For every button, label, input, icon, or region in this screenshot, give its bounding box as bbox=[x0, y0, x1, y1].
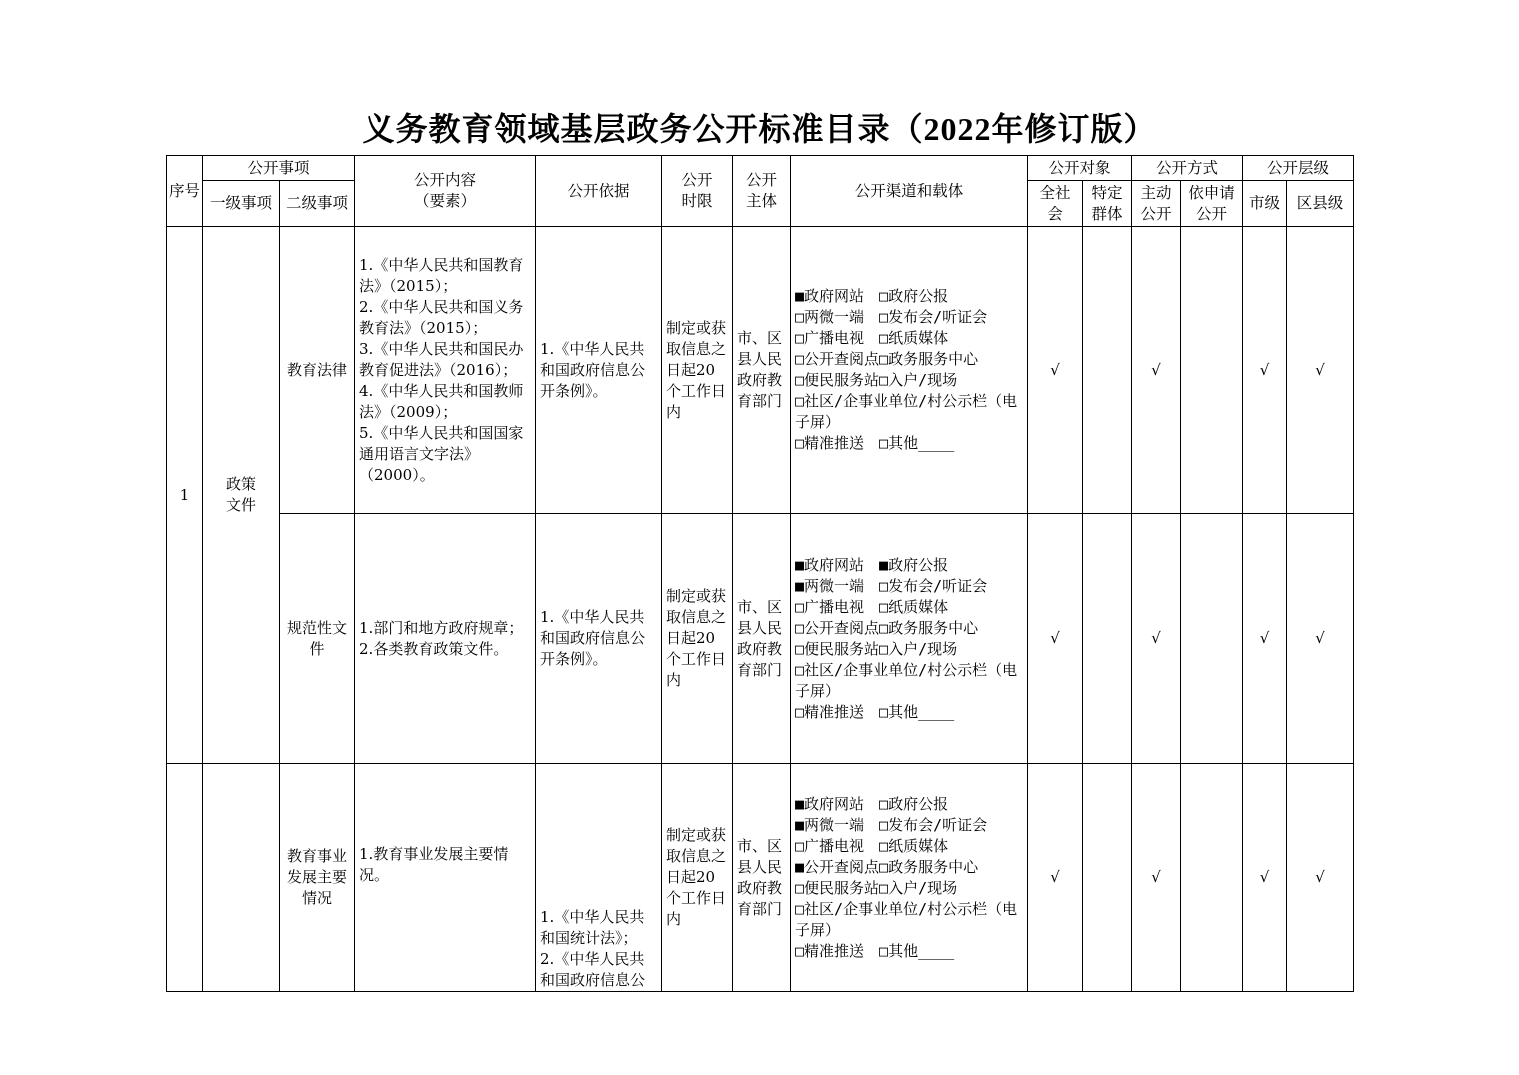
row-level-city: √ bbox=[1243, 764, 1287, 992]
row-target-all: √ bbox=[1028, 514, 1083, 764]
header-target-all: 全社 会 bbox=[1028, 181, 1083, 227]
row-target-specific bbox=[1083, 514, 1132, 764]
header-level-city: 市级 bbox=[1243, 181, 1287, 227]
row-level1 bbox=[203, 764, 280, 992]
row-level-county: √ bbox=[1287, 764, 1354, 992]
header-mode-apply: 依申请 公开 bbox=[1181, 181, 1243, 227]
row-target-all: √ bbox=[1028, 764, 1083, 992]
row-seq: 1 bbox=[167, 227, 203, 764]
row-target-specific bbox=[1083, 227, 1132, 514]
row-mode-apply bbox=[1181, 227, 1243, 514]
row-subject: 市、区县人民政府教育部门 bbox=[733, 227, 791, 514]
row-target-all: √ bbox=[1028, 227, 1083, 514]
row-mode-active: √ bbox=[1132, 227, 1181, 514]
row-subject: 市、区县人民政府教育部门 bbox=[733, 764, 791, 992]
row-time-limit: 制定或获取信息之日起20个工作日内 bbox=[662, 514, 733, 764]
table-row bbox=[167, 227, 1354, 514]
row-channel: ■政府网站 ■政府公报 ■两微一端 □发布会/听证会 □广播电视 □纸质媒体 □公开查阅点□政务服务中心 □便民服务站□入户/现场 □社区/企事业单位/村公示栏（电子屏） □精准推送 □其他____ bbox=[791, 514, 1028, 764]
header-seq: 序号 bbox=[167, 156, 203, 227]
row-content: 1.《中华人民共和国教育法》（2015）； 2.《中华人民共和国义务教育法》（2015）； 3.《中华人民共和国民办教育促进法》（2016）； 4.《中华人民共和国教师法》（2009）； 5.《中华人民共和国国家通用语言文字法》（2000）。 bbox=[355, 227, 536, 514]
header-target-specific: 特定 群体 bbox=[1083, 181, 1132, 227]
row-seq bbox=[167, 764, 203, 992]
row-basis: 1.《中华人民共和国政府信息公开条例》。 bbox=[536, 514, 662, 764]
row-mode-active: √ bbox=[1132, 514, 1181, 764]
header-content: 公开内容 （要素） bbox=[355, 156, 536, 227]
row-basis: 1.《中华人民共和国政府信息公开条例》。 bbox=[536, 227, 662, 514]
row-channel: ■政府网站 □政府公报 ■两微一端 □发布会/听证会 □广播电视 □纸质媒体 ■公开查阅点□政务服务中心 □便民服务站□入户/现场 □社区/企事业单位/村公示栏（电子屏） □精准推送 □其他____ bbox=[791, 764, 1028, 992]
row-basis: 1.《中华人民共和国统计法》； 2.《中华人民共和国政府信息公 bbox=[536, 764, 662, 992]
row-level-city: √ bbox=[1243, 227, 1287, 514]
row-time-limit: 制定或获取信息之日起20个工作日内 bbox=[662, 227, 733, 514]
header-channel: 公开渠道和载体 bbox=[791, 156, 1028, 227]
header-item-group: 公开事项 bbox=[203, 156, 355, 181]
row-mode-active: √ bbox=[1132, 764, 1181, 992]
row-level-county: √ bbox=[1287, 514, 1354, 764]
row-level-city: √ bbox=[1243, 514, 1287, 764]
table-row bbox=[167, 514, 1354, 764]
row-level1: 政策 文件 bbox=[203, 227, 280, 764]
row-content: 1.教育事业发展主要情况。 bbox=[355, 764, 536, 992]
header-target-group: 公开对象 bbox=[1028, 156, 1132, 181]
header-subject: 公开 主体 bbox=[733, 156, 791, 227]
header-level1: 一级事项 bbox=[203, 181, 280, 227]
header-time-limit: 公开 时限 bbox=[662, 156, 733, 227]
header-level-group: 公开层级 bbox=[1243, 156, 1354, 181]
row-subject: 市、区县人民政府教育部门 bbox=[733, 514, 791, 764]
header-mode-group: 公开方式 bbox=[1132, 156, 1243, 181]
row-content: 1.部门和地方政府规章； 2.各类教育政策文件。 bbox=[355, 514, 536, 764]
catalog-table-container bbox=[166, 155, 1353, 989]
header-level-county: 区县级 bbox=[1287, 181, 1354, 227]
table-row bbox=[167, 764, 1354, 992]
page-title: 义务教育领域基层政务公开标准目录（2022年修订版） bbox=[362, 111, 1157, 147]
row-level2: 教育法律 bbox=[280, 227, 355, 514]
row-level2: 教育事业发展主要情况 bbox=[280, 764, 355, 992]
row-mode-apply bbox=[1181, 514, 1243, 764]
row-level2: 规范性文件 bbox=[280, 514, 355, 764]
header-basis: 公开依据 bbox=[536, 156, 662, 227]
header-mode-active: 主动 公开 bbox=[1132, 181, 1181, 227]
row-mode-apply bbox=[1181, 764, 1243, 992]
row-level-county: √ bbox=[1287, 227, 1354, 514]
row-channel: ■政府网站 □政府公报 □两微一端 □发布会/听证会 □广播电视 □纸质媒体 □公开查阅点□政务服务中心 □便民服务站□入户/现场 □社区/企事业单位/村公示栏（电子屏） □精准推送 □其他____ bbox=[791, 227, 1028, 514]
header-level2: 二级事项 bbox=[280, 181, 355, 227]
row-target-specific bbox=[1083, 764, 1132, 992]
catalog-table bbox=[166, 155, 1354, 992]
row-time-limit: 制定或获取信息之日起20个工作日内 bbox=[662, 764, 733, 992]
